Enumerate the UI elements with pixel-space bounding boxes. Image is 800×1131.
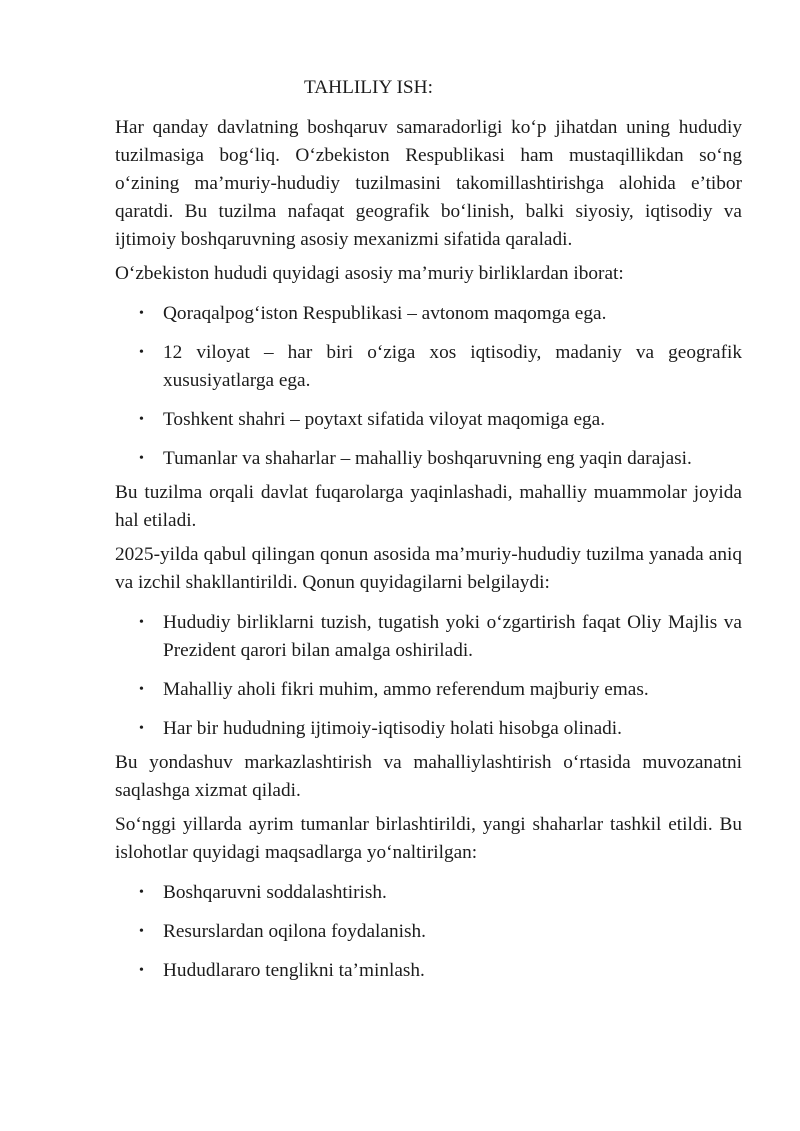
bullet-icon: •: [139, 451, 144, 466]
list-item-text: Hududlararo tenglikni ta’minlash.: [163, 960, 425, 981]
admin-units-list: [115, 300, 742, 473]
list-item: [115, 445, 742, 473]
list-item: [115, 300, 742, 328]
bullet-icon: •: [139, 682, 144, 697]
bullet-icon: •: [139, 924, 144, 939]
reforms-paragraph: So‘nggi yillarda ayrim tumanlar birlashtirildi, yangi shaharlar tashkil etildi. Bu islohotlar quyidagi maqsadlarga yo‘naltirilgan:: [115, 814, 742, 863]
list-item: [115, 715, 742, 743]
list-item-text: Toshkent shahri – poytaxt sifatida viloyat maqomiga ega.: [163, 409, 606, 430]
law-provisions-list: [115, 609, 742, 743]
list-item-text: Tumanlar va shaharlar – mahalliy boshqaruvning eng yaqin darajasi.: [163, 448, 692, 469]
list-item-text: Boshqaruvni soddalashtirish.: [163, 882, 387, 903]
list-item-text: Har bir hududning ijtimoiy-iqtisodiy holati hisobga olinadi.: [163, 718, 622, 739]
list-item: [115, 918, 742, 946]
list-item: [115, 339, 742, 395]
list-item-text: 12 viloyat – har biri o‘ziga xos iqtisodiy, madaniy va geografik xususiyatlarga ega.: [163, 342, 742, 391]
document-title: TAHLILIY ISH:: [304, 77, 433, 98]
units-intro-paragraph: O‘zbekiston hududi quyidagi asosiy ma’muriy birliklardan iborat:: [115, 263, 624, 284]
bullet-icon: •: [139, 412, 144, 427]
reform-goals-list: [115, 879, 742, 985]
intro-paragraph: Har qanday davlatning boshqaruv samaradorligi ko‘p jihatdan uning hududiy tuzilmasiga bog‘liq. O‘zbekiston Respublikasi ham mustaqillikdan so‘ng o‘zining ma’muriy-hududiy tuzilmasini takomillashtirishga alohida e’tibor qaratdi. Bu tuzilma nafaqat geografik bo‘linish, balki siyosiy, iqtisodiy va ijtimoiy boshqaruvning asosiy mexanizmi sifatida qaraladi.: [115, 117, 742, 250]
structure-paragraph: Bu tuzilma orqali davlat fuqarolarga yaqinlashadi, mahalliy muammolar joyida hal etiladi.: [115, 482, 742, 531]
list-item-text: Hududiy birliklarni tuzish, tugatish yoki o‘zgartirish faqat Oliy Majlis va Prezident qarori bilan amalga oshiriladi.: [163, 612, 742, 661]
list-item: [115, 406, 742, 434]
document-page: [115, 74, 742, 985]
bullet-icon: •: [139, 615, 144, 630]
bullet-icon: •: [139, 345, 144, 360]
list-item: [115, 609, 742, 665]
bullet-icon: •: [139, 721, 144, 736]
law-paragraph: 2025-yilda qabul qilingan qonun asosida ma’muriy-hududiy tuzilma yanada aniq va izchil shakllantirildi. Qonun quyidagilarni belgilaydi:: [115, 544, 742, 593]
bullet-icon: •: [139, 306, 144, 321]
list-item-text: Resurslardan oqilona foydalanish.: [163, 921, 426, 942]
list-item-text: Mahalliy aholi fikri muhim, ammo referendum majburiy emas.: [163, 679, 649, 700]
list-item: [115, 676, 742, 704]
list-item: [115, 879, 742, 907]
bullet-icon: •: [139, 885, 144, 900]
bullet-icon: •: [139, 963, 144, 978]
list-item-text: Qoraqalpog‘iston Respublikasi – avtonom maqomga ega.: [163, 303, 607, 324]
list-item: [115, 957, 742, 985]
approach-paragraph: Bu yondashuv markazlashtirish va mahalliylashtirish o‘rtasida muvozanatni saqlashga xizmat qiladi.: [115, 752, 742, 801]
